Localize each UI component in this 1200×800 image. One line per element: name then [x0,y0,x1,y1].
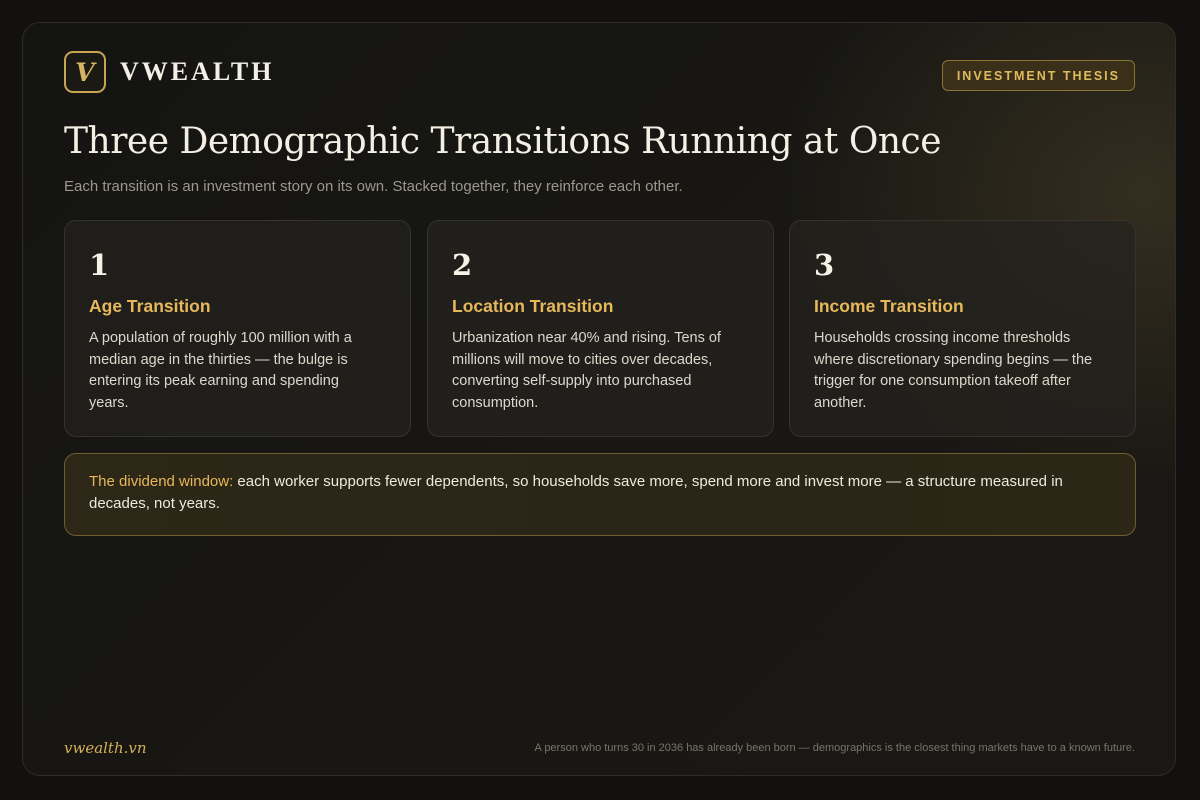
card-body: Urbanization near 40% and rising. Tens of millions will move to cities over decades, converting self-supply into purchased consumption. [452,330,721,412]
card-body: A population of roughly 100 million with a median age in the thirties — the bulge is entering its peak earning and spending years. [89,330,352,412]
footer-site-link[interactable]: vwealth.vn [64,739,147,757]
callout-text: each worker supports fewer dependents, so households save more, spend more and invest more — a structure measured in decades, not years. [89,473,1063,512]
logo-mark [64,51,106,93]
slide-frame [22,22,1176,776]
card-number: 3 [814,248,835,282]
dividend-window-callout [64,453,1136,536]
card-title: Income Transition [814,296,964,316]
transition-card-age [64,220,411,437]
page-title: Three Demographic Transitions Running at Once [64,121,942,162]
transition-card-income [789,220,1136,437]
transition-card-location [427,220,774,437]
callout-lead: The dividend window: [89,473,234,490]
page-subtitle: Each transition is an investment story on its own. Stacked together, they reinforce each other. [64,178,683,195]
card-title: Location Transition [452,296,614,316]
card-body: Households crossing income thresholds where discretionary spending begins — the trigger for one consumption takeoff after another. [814,330,1093,412]
footer-note: A person who turns 30 in 2036 has already been born — demographics is the closest thing markets have to a known future. [534,742,1135,754]
card-number: 2 [452,248,473,282]
logo-mark-letter: V [75,57,95,87]
investment-thesis-badge: INVESTMENT THESIS [942,60,1135,91]
brand-name: VWEALTH [120,57,275,86]
brand-logo [64,51,274,93]
card-title: Age Transition [89,296,211,316]
card-number: 1 [89,248,110,282]
